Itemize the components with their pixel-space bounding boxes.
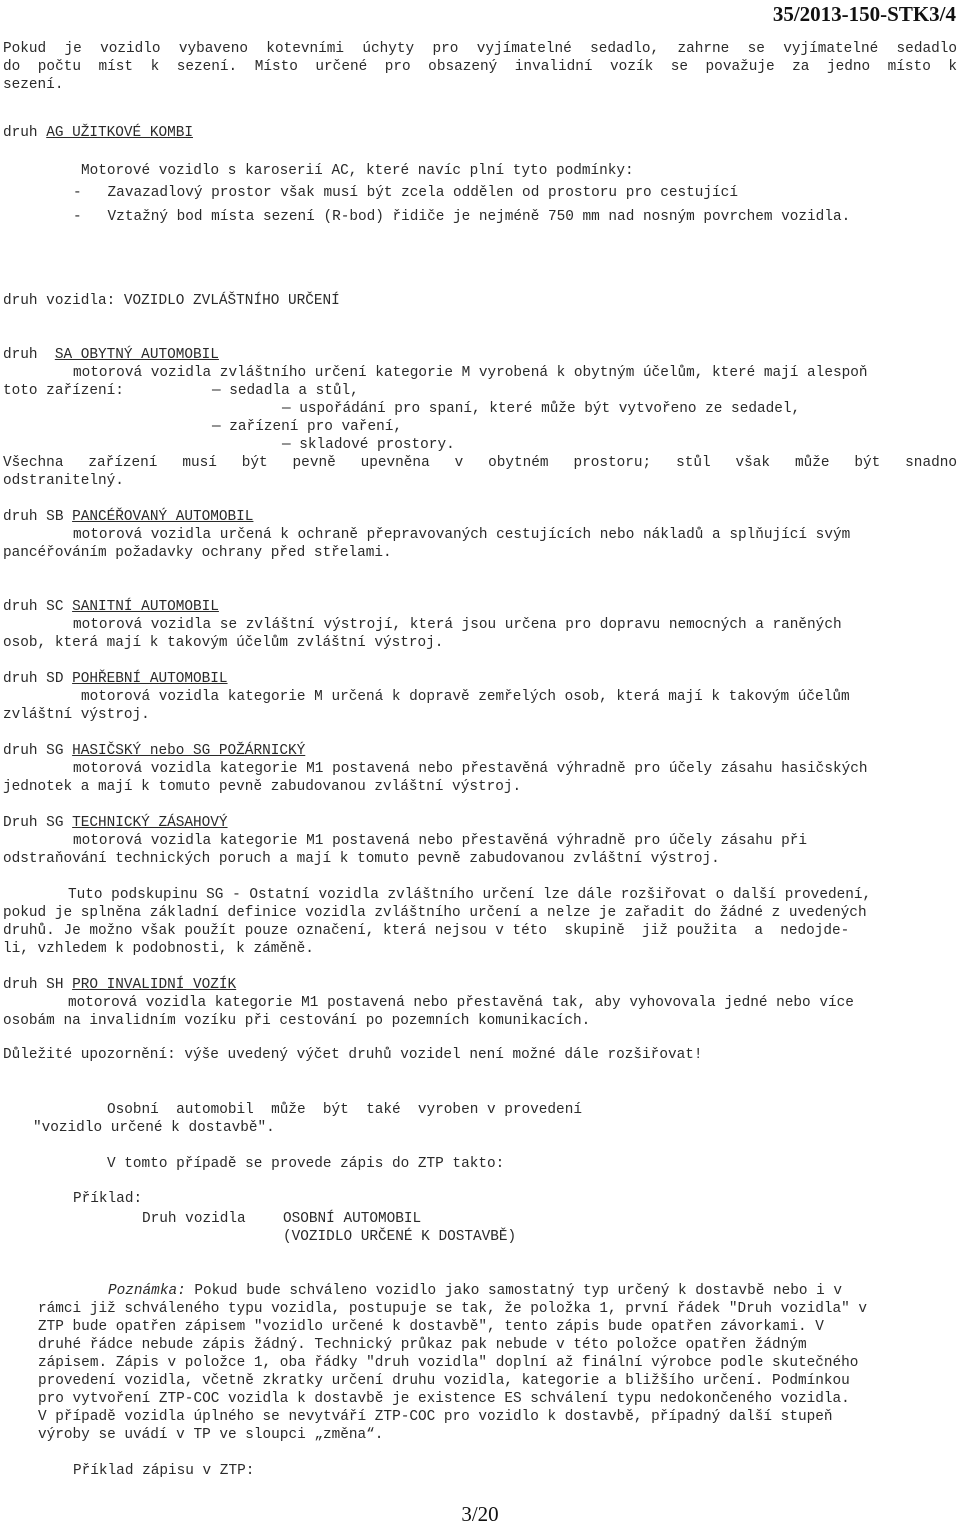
intro-line-3: sezení. — [3, 77, 64, 93]
note-line-5: zápisem. Zápis v položce 1, oba řádky "druh vozidla" doplní až finální výrobce podle skutečného — [38, 1355, 859, 1371]
example-value-1: OSOBNÍ AUTOMOBIL — [283, 1211, 422, 1227]
note-line-7: pro vytvoření ZTP-COC vozidla k dostavbě je existence ES schválení typu nedokončeného vozidla. — [38, 1391, 850, 1407]
sd-heading: druh SD POHŘEBNÍ AUTOMOBIL — [3, 671, 228, 687]
sa-item-1: — sedadla a stůl, — [212, 383, 359, 399]
example-key: Druh vozidla — [142, 1211, 246, 1227]
sd-title: POHŘEBNÍ AUTOMOBIL — [72, 671, 228, 687]
sa-line-6: Všechna zařízení musí být pevně upevněna v obytném prostoru; stůl však může být snadno — [3, 455, 957, 471]
sa-line-7: odstranitelný. — [3, 473, 124, 489]
sa-line-1: motorová vozidla zvláštního určení kategorie M vyrobená k obytným účelům, které mají alespoň — [73, 365, 868, 381]
sc-line-1: motorová vozidla se zvláštní výstrojí, která jsou určena pro dopravu nemocných a raněných — [73, 617, 842, 633]
sg-tech-title: TECHNICKÝ ZÁSAHOVÝ — [72, 815, 228, 831]
sg-note-line-2: pokud je splněna základní definice vozidla zvláštního určení a nelze je zařadit do žádné z uvedených — [3, 905, 867, 921]
dostavba-line-2: "vozidlo určené k dostavbě". — [33, 1120, 275, 1136]
page-number: 3/20 — [461, 1502, 499, 1526]
note-line-8: V případě vozidla úplného se nevytváří ZTP-COC pro vozidlo k dostavbě, případný další stupeň — [38, 1409, 833, 1425]
document-reference: 35/2013-150-STK3/4 — [772, 2, 956, 26]
note-line-1: Poznámka: Pokud bude schváleno vozidlo jako samostatný typ určený k dostavbě nebo i v — [108, 1283, 843, 1299]
example-value-2: (VOZIDLO URČENÉ K DOSTAVBĚ) — [283, 1229, 517, 1245]
sa-title: SA OBYTNÝ AUTOMOBIL — [54, 347, 219, 363]
sc-title: SANITNÍ AUTOMOBIL — [72, 599, 219, 615]
example-label: Příklad: — [73, 1191, 143, 1207]
ag-heading: druh AG UŽITKOVÉ KOMBI — [3, 125, 193, 141]
note-line-2: rámci již schváleného typu vozidla, postupuje se tak, že položka 1, první řádek "Druh vozidla" v — [38, 1301, 868, 1317]
dostavba-line-3: V tomto případě se provede zápis do ZTP takto: — [107, 1156, 505, 1172]
sg-note-line-1: Tuto podskupinu SG - Ostatní vozidla zvláštního určení lze dále rozšiřovat o další provedení, — [68, 887, 872, 903]
intro-line-2: do počtu míst k sezení. Místo určené pro obsazený invalidní vozík se považuje za jedno místo k — [3, 59, 957, 75]
sg-note-line-3: druhů. Je možno však použít pouze označení, která nejsou v této skupině již použita a nedojde- — [3, 923, 850, 939]
ag-bullet-2: - Vztažný bod místa sezení (R-bod) řidiče je nejméně 750 mm nad nosným povrchem vozidla. — [73, 209, 851, 225]
note-line-3: ZTP bude opatřen zápisem "vozidlo určené k dostavbě", tento zápis bude opatřen závorkami. V — [38, 1319, 824, 1335]
sa-item-3: — zařízení pro vaření, — [212, 419, 402, 435]
example-ztp-label: Příklad zápisu v ZTP: — [73, 1463, 255, 1479]
sd-line-1: motorová vozidla kategorie M určená k dopravě zemřelých osob, která mají k takovým účelům — [81, 689, 850, 705]
sg-fire-line-1: motorová vozidla kategorie M1 postavená nebo přestavěná výhradně pro účely zásahu hasičských — [73, 761, 868, 777]
sa-item-2: — uspořádání pro spaní, které může být vytvořeno ze sedadel, — [282, 401, 801, 417]
ag-bullet-1: - Zavazadlový prostor však musí být zcela oddělen od prostoru pro cestující — [73, 185, 738, 201]
sh-line-2: osobám na invalidním vozíku při cestování po pozemních komunikacích. — [3, 1013, 591, 1029]
ag-title: AG UŽITKOVÉ KOMBI — [46, 125, 193, 141]
sc-heading: druh SC SANITNÍ AUTOMOBIL — [3, 599, 219, 615]
sh-title: PRO INVALIDNÍ VOZÍK — [72, 977, 237, 993]
sb-line-2: pancéřováním požadavky ochrany před střelami. — [3, 545, 392, 561]
sb-line-1: motorová vozidla určená k ochraně přepravovaných cestujících nebo nákladů a splňující svým — [73, 527, 851, 543]
sa-heading: druh SA OBYTNÝ AUTOMOBIL — [3, 347, 219, 363]
sg-tech-line-2: odstraňování technických poruch a mají k tomuto pevně zabudovanou zvláštní výstroj. — [3, 851, 720, 867]
sh-line-1: motorová vozidla kategorie M1 postavená nebo přestavěná tak, aby vyhovovala jedné nebo více — [68, 995, 854, 1011]
sc-line-2: osob, která mají k takovým účelům zvláštní výstroj. — [3, 635, 444, 651]
sg-fire-heading: druh SG HASIČSKÝ nebo SG POŽÁRNICKÝ — [3, 743, 306, 759]
dostavba-line-1: Osobní automobil může být také vyroben v provedení — [107, 1102, 582, 1118]
section-title: druh vozidla: VOZIDLO ZVLÁŠTNÍHO URČENÍ — [3, 293, 340, 309]
sd-line-2: zvláštní výstroj. — [3, 707, 150, 723]
sa-line-2a: toto zařízení: — [3, 383, 124, 399]
sg-note-line-4: li, vzhledem k podobnosti, k záměně. — [3, 941, 314, 957]
note-line-6: provedení vozidla, včetně zkratky určení druhu vozidla, kategorie a bližšího určení. Podmínkou — [38, 1373, 850, 1389]
sh-heading: druh SH PRO INVALIDNÍ VOZÍK — [3, 977, 237, 993]
note-line-9: výroby se uvádí v TP ve sloupci „změna“. — [38, 1427, 384, 1443]
ag-description: Motorové vozidlo s karoserií AC, které navíc plní tyto podmínky: — [81, 163, 634, 179]
sg-tech-heading: Druh SG TECHNICKÝ ZÁSAHOVÝ — [3, 815, 228, 831]
sb-title: PANCÉŘOVANÝ AUTOMOBIL — [72, 509, 254, 525]
sg-fire-line-2: jednotek a mají k tomuto pevně zabudovanou zvláštní výstroj. — [3, 779, 522, 795]
sb-heading: druh SB PANCÉŘOVANÝ AUTOMOBIL — [3, 509, 254, 525]
warning-text: Důležité upozornění: výše uvedený výčet druhů vozidel není možné dále rozšiřovat! — [3, 1047, 703, 1063]
sa-item-4: — skladové prostory. — [282, 437, 455, 453]
sg-tech-line-1: motorová vozidla kategorie M1 postavená nebo přestavěná výhradně pro účely zásahu při — [73, 833, 808, 849]
sg-fire-title: HASIČSKÝ nebo SG POŽÁRNICKÝ — [72, 743, 306, 759]
note-line-4: druhé řádce nebude zápis žádný. Technický průkaz pak nebude v této položce opatřen žádným — [38, 1337, 807, 1353]
note-label: Poznámka: — [108, 1283, 186, 1299]
intro-line-1: Pokud je vozidlo vybaveno kotevními úchyty pro vyjímatelné sedadlo, zahrne se vyjímatelné sedadlo — [3, 41, 957, 57]
